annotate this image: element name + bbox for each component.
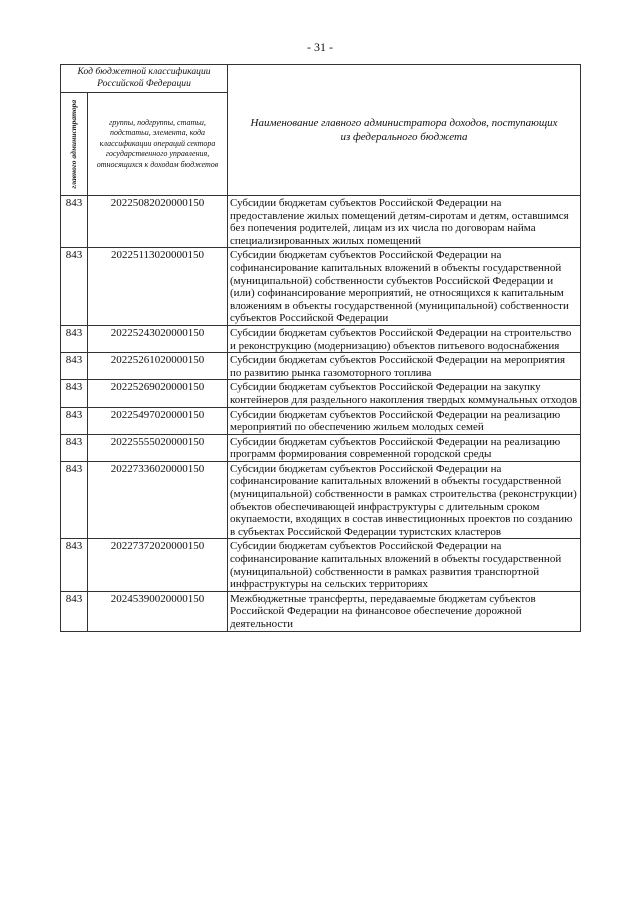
admin-code-cell: 843 (61, 591, 88, 631)
table-row (61, 196, 581, 248)
kbk-code-cell: 20227336020000150 (88, 461, 228, 539)
admin-code-cell: 843 (61, 353, 88, 380)
kbk-code-cell: 20225269020000150 (88, 380, 228, 407)
header-admin-label: главного администратора (69, 99, 79, 189)
revenue-name-cell: Субсидии бюджетам субъектов Российской Федерации на предоставление жилых помещений детям-сиротам и детям, оставшимся без попечения родителей, лицам из их числа по договорам найма специализированных жилых помещений (228, 196, 581, 248)
revenue-name-cell: Межбюджетные трансферты, передаваемые бюджетам субъектов Российской Федерации на финансовое обеспечение дорожной деятельности (228, 591, 581, 631)
kbk-code-cell: 20225555020000150 (88, 434, 228, 461)
header-admin-column (61, 93, 88, 196)
kbk-code-cell: 20225497020000150 (88, 407, 228, 434)
budget-classification-table (60, 64, 581, 632)
admin-code-cell: 843 (61, 248, 88, 326)
kbk-code-cell: 20227372020000150 (88, 539, 228, 591)
admin-code-cell: 843 (61, 461, 88, 539)
page-number: - 31 - (307, 40, 333, 54)
admin-code-cell: 843 (61, 196, 88, 248)
admin-code-cell: 843 (61, 407, 88, 434)
kbk-code-cell: 20225082020000150 (88, 196, 228, 248)
table-row (61, 539, 581, 591)
revenue-name-cell: Субсидии бюджетам субъектов Российской Федерации на реализацию программ формирования современной городской среды (228, 434, 581, 461)
table-row (61, 434, 581, 461)
admin-code-cell: 843 (61, 325, 88, 352)
header-name-column: Наименование главного администратора доходов, поступающих из федерального бюджета (228, 65, 581, 196)
table-row (61, 353, 581, 380)
kbk-code-cell: 20245390020000150 (88, 591, 228, 631)
table-row (61, 591, 581, 631)
header-code-group: Код бюджетной классификации Российской Федерации (61, 65, 228, 93)
admin-code-cell: 843 (61, 380, 88, 407)
revenue-name-cell: Субсидии бюджетам субъектов Российской Федерации на софинансирование капитальных вложений в объекты государственной (муниципальной) собственности в рамках развития транспортной инфраструктуры на сельских территориях (228, 539, 581, 591)
table-row (61, 248, 581, 326)
table-row (61, 325, 581, 352)
table-row (61, 461, 581, 539)
revenue-name-cell: Субсидии бюджетам субъектов Российской Федерации на софинансирование капитальных вложений в объекты государственной (муниципальной) собственности в рамках строительства (реконструкции) объектов обеспечивающей инфраструктуры с длительным сроком окупаемости, входящих в состав инвестиционных проектов по созданию в субъектах Российской Федерации туристских кластеров (228, 461, 581, 539)
revenue-name-cell: Субсидии бюджетам субъектов Российской Федерации на строительство и реконструкцию (модернизацию) объектов питьевого водоснабжения (228, 325, 581, 352)
revenue-name-cell: Субсидии бюджетам субъектов Российской Федерации на мероприятия по развитию рынка газомоторного топлива (228, 353, 581, 380)
revenue-name-cell: Субсидии бюджетам субъектов Российской Федерации на софинансирование капитальных вложений в объекты государственной (муниципальной) собственности субъектов Российской Федерации и (или) софинансирование мероприятий, не относящихся к капитальным вложениям в объекты государственной (муниципальной) собственности субъектов Российской Федерации (228, 248, 581, 326)
kbk-code-cell: 20225113020000150 (88, 248, 228, 326)
header-kbk-column: группы, подгруппы, статьи, подстатьи, элемента, кода классификации операций сектора государственного управления, относящихся к доходам бюджетов (88, 93, 228, 196)
admin-code-cell: 843 (61, 539, 88, 591)
table-row (61, 407, 581, 434)
kbk-code-cell: 20225243020000150 (88, 325, 228, 352)
table-row (61, 380, 581, 407)
kbk-code-cell: 20225261020000150 (88, 353, 228, 380)
revenue-name-cell: Субсидии бюджетам субъектов Российской Федерации на закупку контейнеров для раздельного накопления твердых коммунальных отходов (228, 380, 581, 407)
admin-code-cell: 843 (61, 434, 88, 461)
revenue-name-cell: Субсидии бюджетам субъектов Российской Федерации на реализацию мероприятий по обеспечению жильем молодых семей (228, 407, 581, 434)
